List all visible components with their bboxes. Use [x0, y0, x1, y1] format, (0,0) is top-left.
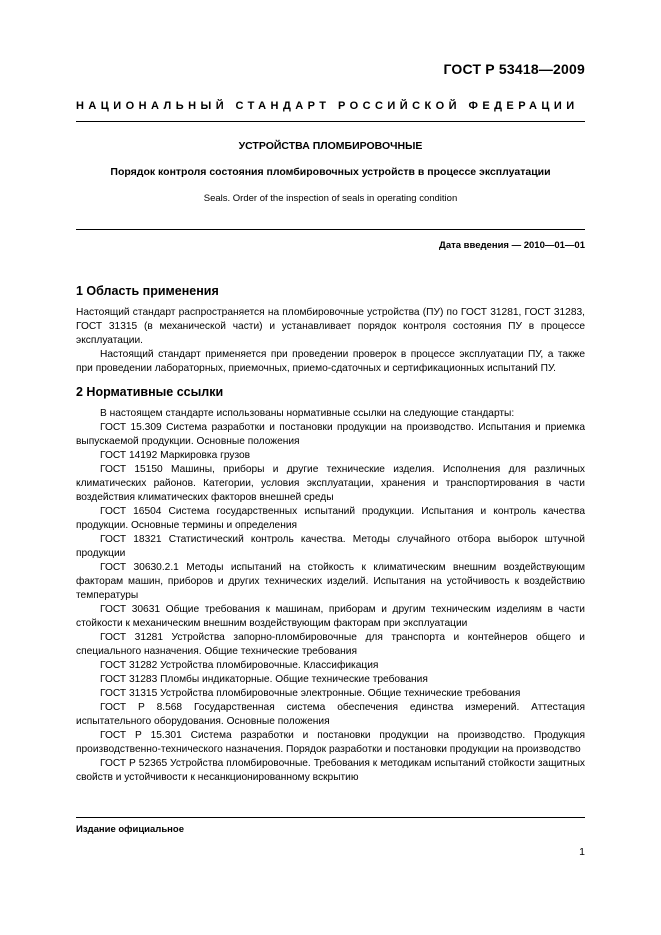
reference-item: ГОСТ 15150 Машины, приборы и другие технические изделия. Исполнения для различных климатических районов. Категории, условия эксплуатации, хранения и транспортирования в части воздействия климатических факторов внешней среды: [76, 464, 585, 503]
document-title: УСТРОЙСТВА ПЛОМБИРОВОЧНЫЕ: [238, 140, 423, 152]
page-number: 1: [579, 846, 585, 858]
title-rule: [76, 229, 585, 230]
footer-rule: [76, 817, 585, 818]
reference-item: ГОСТ Р 15.301 Система разработки и постановки продукции на производство. Продукция производственно-технического назначения. Порядок разработки и постановки продукции на производство: [76, 730, 585, 755]
english-title: Seals. Order of the inspection of seals in operating condition: [203, 193, 458, 204]
reference-item: ГОСТ 16504 Система государственных испытаний продукции. Испытания и контроль качества продукции. Основные термины и определения: [76, 506, 585, 531]
reference-item: ГОСТ 30631 Общие требования к машинам, приборам и другим техническим изделиям в части стойкости к механическим внешним воздействующим факторам при эксплуатации: [76, 604, 585, 629]
section-1-paragraph: Настоящий стандарт применяется при проведении проверок в процессе эксплуатации ПУ, а также при проведении лабораторных, приемочных, приемо-сдаточных и сертификационных испытаний ПУ.: [76, 349, 585, 374]
reference-item: ГОСТ 14192 Маркировка грузов: [100, 450, 251, 461]
reference-item: ГОСТ Р 8.568 Государственная система обеспечения единства измерений. Аттестация испытательного оборудования. Основные положения: [76, 702, 585, 727]
section-2-heading: 2 Нормативные ссылки: [76, 385, 224, 399]
reference-item: ГОСТ 18321 Статистический контроль качества. Методы случайного отбора выборок штучной продукции: [76, 534, 585, 559]
reference-item: ГОСТ 31315 Устройства пломбировочные электронные. Общие технические требования: [100, 688, 521, 699]
reference-item: ГОСТ 31283 Пломбы индикаторные. Общие технические требования: [100, 674, 428, 685]
reference-item: ГОСТ 31282 Устройства пломбировочные. Классификация: [100, 660, 379, 671]
reference-list: [76, 421, 585, 785]
edition-label: Издание официальное: [76, 824, 184, 835]
reference-item: ГОСТ 30630.2.1 Методы испытаний на стойкость к климатическим внешним воздействующим факторам машин, приборов и других технических изделий. Испытания на устойчивость к воздействию температуры: [76, 562, 585, 601]
section-1-paragraph: Настоящий стандарт распространяется на пломбировочные устройства (ПУ) по ГОСТ 31281, ГОСТ 31283, ГОСТ 31315 (в механической части) и устанавливает порядок контроля состояния ПУ в процессе эксплуатации.: [76, 307, 585, 346]
reference-item: ГОСТ 31281 Устройства запорно-пломбировочные для транспорта и контейнеров общего и специального назначения. Общие технические требования: [76, 632, 585, 657]
header-rule: [76, 121, 585, 122]
standard-number: ГОСТ Р 53418—2009: [443, 61, 585, 77]
national-standard-banner: НАЦИОНАЛЬНЫЙ СТАНДАРТ РОССИЙСКОЙ ФЕДЕРАЦИИ: [76, 100, 579, 112]
main-content: [76, 283, 585, 785]
section-1-heading: 1 Область применения: [76, 284, 219, 298]
reference-item: ГОСТ Р 52365 Устройства пломбировочные. Требования к методикам испытаний стойкости защитных свойств и устойчивости к несанкционированному вскрытию: [76, 758, 585, 783]
document-subtitle: Порядок контроля состояния пломбировочных устройств в процессе эксплуатации: [110, 166, 551, 178]
introduction-date: Дата введения — 2010—01—01: [439, 240, 585, 251]
section-2-intro: В настоящем стандарте использованы нормативные ссылки на следующие стандарты:: [100, 408, 515, 419]
reference-item: ГОСТ 15.309 Система разработки и постановки продукции на производство. Испытания и приемка выпускаемой продукции. Основные положения: [76, 422, 585, 447]
